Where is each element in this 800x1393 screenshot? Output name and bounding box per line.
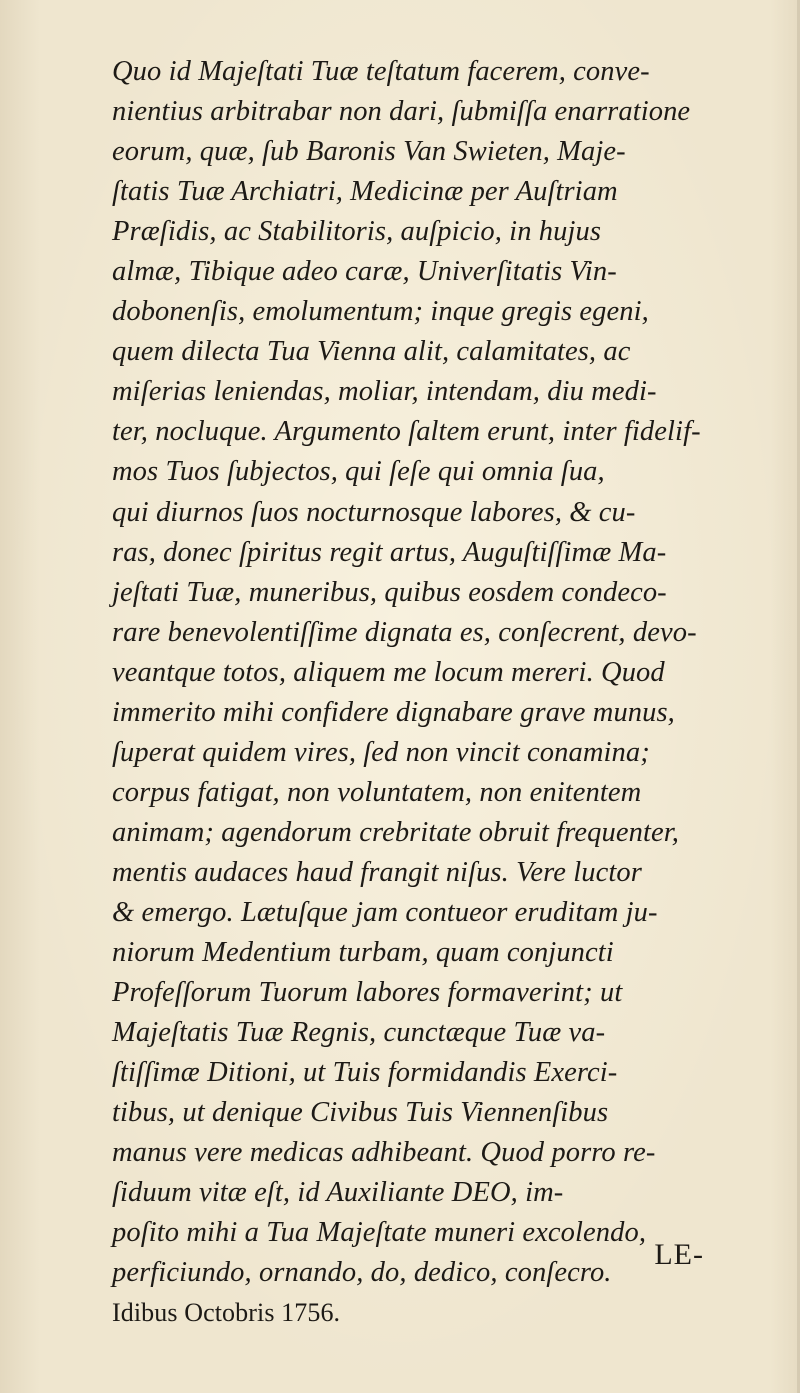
text-line: ſtiſſimæ Ditioni, ut Tuis formidandis Exerci- [112, 1057, 618, 1089]
dedication-text [112, 52, 722, 1334]
text-line: perficiundo, ornando, do, dedico, conſecro. [112, 1257, 612, 1289]
text-line: niorum Medentium turbam, quam conjuncti [112, 937, 614, 969]
text-line: qui diurnos ſuos nocturnosque labores, & cu- [112, 496, 636, 528]
text-line: tibus, ut denique Civibus Tuis Viennenſibus [112, 1097, 609, 1129]
text-line: almæ, Tibique adeo caræ, Univerſitatis Vin- [112, 256, 617, 288]
text-line: mentis audaces haud frangit niſus. Vere luctor [112, 856, 642, 888]
text-line: quem dilecta Tua Vienna alit, calamitates, ac [112, 336, 631, 368]
text-line: nientius arbitrabar non dari, ſubmiſſa enarratione [112, 96, 691, 128]
text-line: ſuperat quidem vires, ſed non vincit conamina; [112, 736, 650, 768]
text-line: ter, nocluque. Argumento ſaltem erunt, inter fidelif- [112, 416, 701, 448]
text-line: poſito mihi a Tua Majeſtate muneri excolendo, [112, 1217, 647, 1249]
text-line: Quo id Majeſtati Tuæ teſtatum facerem, conve- [112, 56, 650, 87]
text-line: miſerias leniendas, moliar, intendam, diu medi- [112, 376, 657, 408]
text-line: & emergo. Lætuſque jam contueor eruditam ju- [112, 896, 658, 928]
text-line: ras, donec ſpiritus regit artus, Auguſtiſſimæ Ma- [112, 536, 667, 568]
text-line: jeſtati Tuæ, muneribus, quibus eosdem condeco- [112, 576, 667, 608]
text-line: dobonenſis, emolumentum; inque gregis egeni, [112, 296, 649, 328]
text-line: mos Tuos ſubjectos, qui ſeſe qui omnia ſua, [112, 456, 605, 488]
text-line: veantque totos, aliquem me locum mereri. Quod [112, 656, 665, 688]
text-line: Præſidis, ac Stabilitoris, auſpicio, in hujus [112, 216, 602, 248]
date-line: Idibus Octobris 1756. [112, 1298, 341, 1328]
text-line: animam; agendorum crebritate obruit frequenter, [112, 816, 679, 848]
text-line: eorum, quæ, ſub Baronis Van Swieten, Maje- [112, 136, 626, 168]
text-line: corpus fatigat, non voluntatem, non enitentem [112, 776, 642, 808]
text-line: Profeſſorum Tuorum labores formaverint; ut [112, 977, 623, 1009]
catchword: LE- [654, 1238, 704, 1271]
text-line: ſtatis Tuæ Archiatri, Medicinæ per Auſtriam [112, 176, 618, 208]
text-line: Majeſtatis Tuæ Regnis, cunctæque Tuæ va- [112, 1017, 606, 1049]
text-line: manus vere medicas adhibeant. Quod porro re- [112, 1137, 656, 1169]
text-line: immerito mihi confidere dignabare grave munus, [112, 696, 675, 728]
text-line: rare benevolentiſſime dignata es, conſecrent, devo- [112, 616, 697, 648]
text-line: ſiduum vitæ eſt, id Auxiliante DEO, im- [112, 1177, 564, 1209]
